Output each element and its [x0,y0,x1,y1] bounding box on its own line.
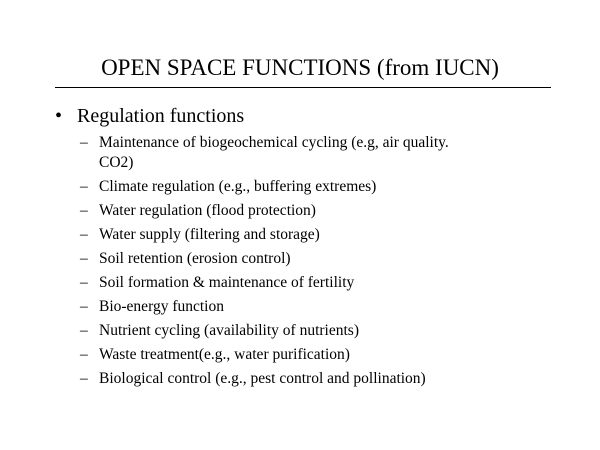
bullet-icon: • [55,105,63,127]
main-bullet-label: Regulation functions [77,105,245,127]
list-item-biogeochemical-cycling [80,133,550,173]
list-item-text: Soil formation & maintenance of fertility [99,274,355,291]
dash-icon: – [80,346,88,363]
list-item-climate-regulation [80,177,550,197]
list-item-soil-formation [80,273,550,293]
title-divider [55,87,551,88]
dash-icon: – [80,322,88,339]
list-item-text: Maintenance of biogeochemical cycling (e.g, air quality. [99,134,449,151]
list-item-water-regulation [80,201,550,221]
dash-icon: – [80,134,88,151]
list-item-biological-control [80,369,550,389]
list-item-water-supply [80,225,550,245]
dash-icon: – [80,274,88,291]
list-item-nutrient-cycling [80,321,550,341]
dash-icon: – [80,250,88,267]
list-item-waste-treatment [80,345,550,365]
list-item-text: Water regulation (flood protection) [99,202,316,219]
list-item-text: Waste treatment(e.g., water purification) [99,346,350,363]
regulation-functions-list [80,133,550,393]
slide-title: OPEN SPACE FUNCTIONS (from IUCN) [101,55,499,80]
list-item-text: Soil retention (erosion control) [99,250,291,267]
dash-icon: – [80,178,88,195]
list-item-bio-energy [80,297,550,317]
list-item-text: Bio-energy function [99,298,224,315]
list-item-text: Climate regulation (e.g., buffering extremes) [99,178,377,195]
list-item-text: Biological control (e.g., pest control and pollination) [99,370,426,387]
list-item-soil-retention [80,249,550,269]
list-item-text-continued: CO2) [99,154,134,171]
list-item-text: Nutrient cycling (availability of nutrients) [99,322,359,339]
dash-icon: – [80,298,88,315]
dash-icon: – [80,226,88,243]
dash-icon: – [80,370,88,387]
dash-icon: – [80,202,88,219]
list-item-text: Water supply (filtering and storage) [99,226,320,243]
